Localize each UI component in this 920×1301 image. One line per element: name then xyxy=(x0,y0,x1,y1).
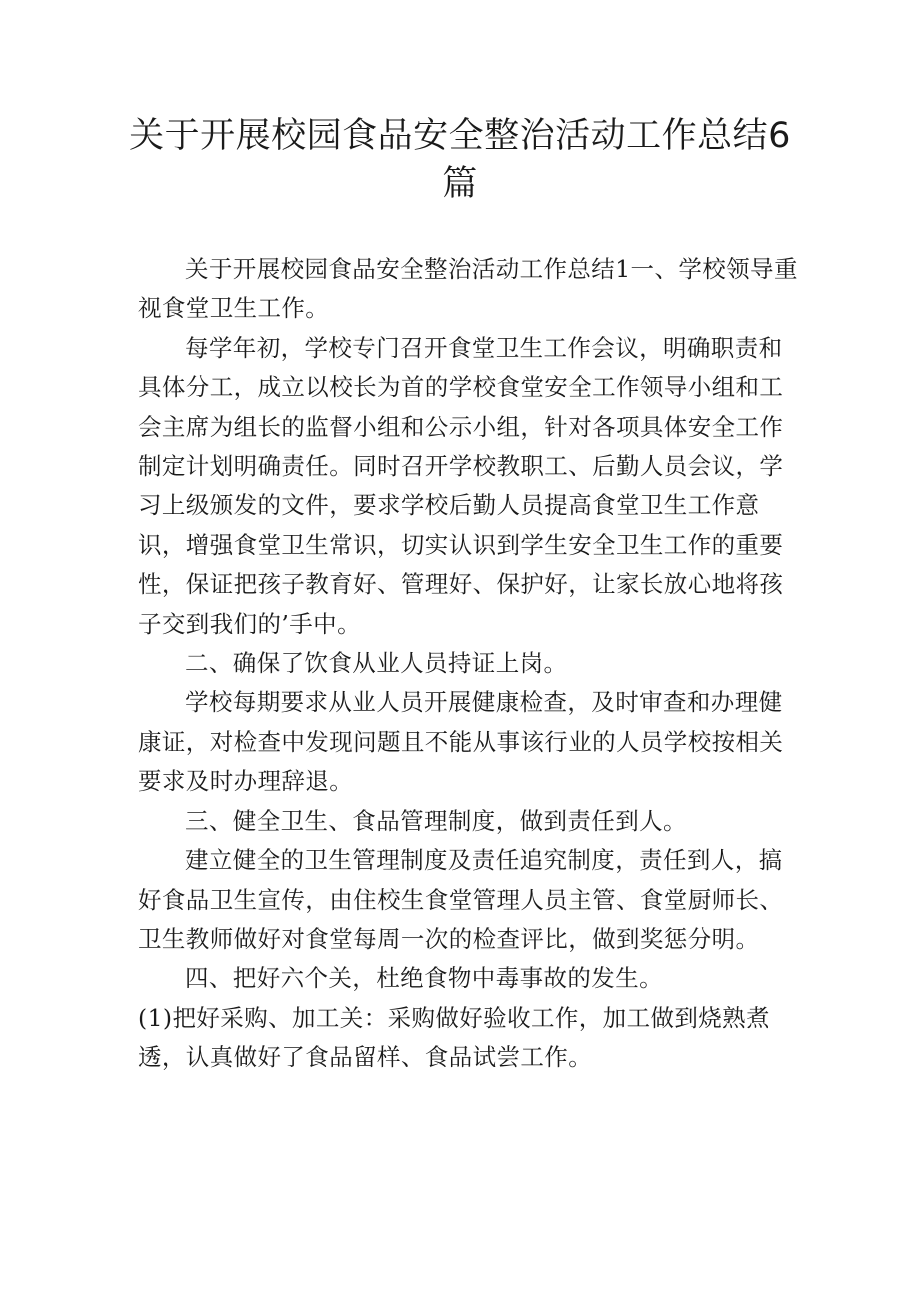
title-line-2: 篇 xyxy=(442,164,478,204)
paragraph-6: 建立健全的卫生管理制度及责任追究制度，责任到人，搞好食品卫生宣传，由住校生食堂管理人员主管、食堂厨师长、卫生教师做好对食堂每周一次的检查评比，做到奖惩分明。 xyxy=(138,846,784,953)
paragraph-5: 三、健全卫生、食品管理制度，做到责任到人。 xyxy=(185,806,687,835)
paragraph-4: 学校每期要求从业人员开展健康检查，及时审查和办理健康证，对检查中发现问题且不能从事该行业的人员学校按相关要求及时办理辞退。 xyxy=(138,688,784,796)
paragraph-2: 每学年初，学校专门召开食堂卫生工作会议，明确职责和具体分工，成立以校长为首的学校食堂安全工作领导小组和工会主席为组长的监督小组和公示小组，针对各项具体安全工作制定计划明确责任。同时召开学校教职工、后勤人员会议，学习上级颁发的文件，要求学校后勤人员提高食堂卫生工作意识，增强食堂卫生常识，切实认识到学生安全卫生工作的重要性，保证把孩子教育好、管理好、保护好，让家长放心地将孩子交到我们的’手中。 xyxy=(138,333,784,638)
document-title xyxy=(120,112,800,208)
paragraph-3: 二、确保了饮食从业人员持证上岗。 xyxy=(185,649,568,678)
paragraph-7: 四、把好六个关，杜绝食物中毒事故的发生。 xyxy=(185,964,663,993)
paragraph-1: 关于开展校园食品安全整治活动工作总结1一、学校领导重视食堂卫生工作。 xyxy=(138,255,798,323)
paragraph-8: (1)把好采购、加工关：采购做好验收工作，加工做到烧熟煮透，认真做好了食品留样、食品试尝工作。 xyxy=(138,1003,770,1072)
title-line-1: 关于开展校园食品安全整治活动工作总结6 xyxy=(129,116,791,156)
document-body xyxy=(138,250,798,1078)
